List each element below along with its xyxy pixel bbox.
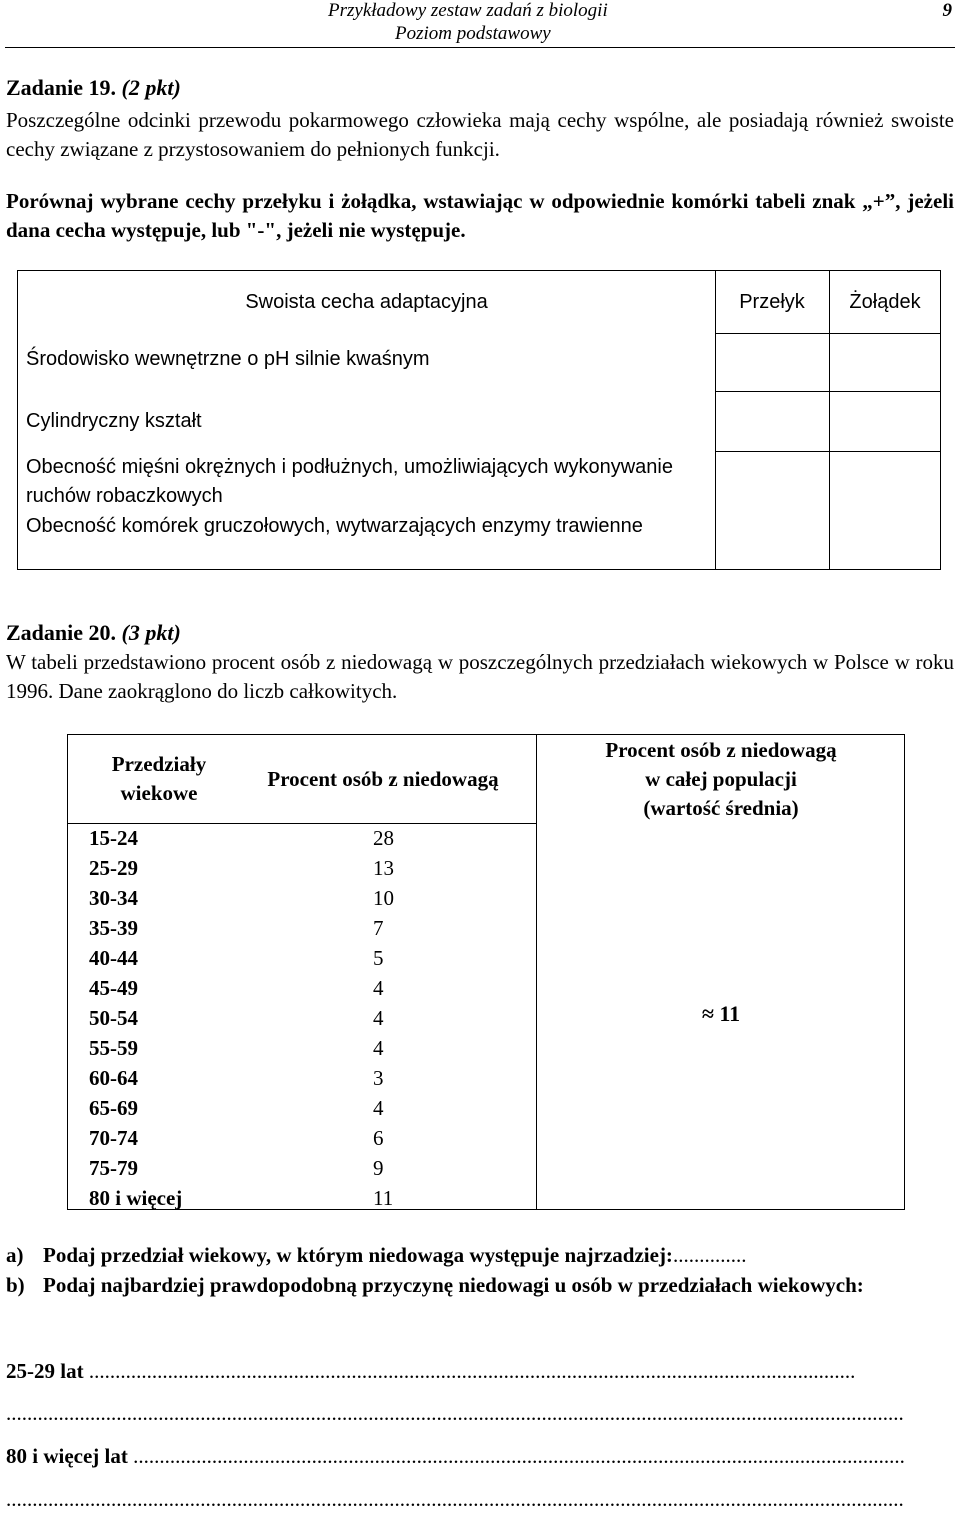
task20-title: [6, 618, 954, 647]
table-row: [68, 1033, 536, 1063]
age-range: 40-44: [89, 946, 138, 970]
underweight-percent: 4: [373, 1096, 384, 1120]
question-b: [6, 1270, 954, 1300]
table-row: [68, 913, 536, 943]
question-b-marker: b): [6, 1273, 25, 1297]
age-range: 70-74: [89, 1126, 138, 1150]
underweight-percent: 3: [373, 1066, 384, 1090]
table-header-feature: Swoista cecha adaptacyjna: [245, 291, 488, 313]
question-a-text: Podaj przedział wiekowy, w którym niedowaga występuje najrzadziej:: [43, 1243, 673, 1267]
underweight-percent: 4: [373, 1006, 384, 1030]
underweight-percent: 7: [373, 916, 384, 940]
table-row-label: Obecność komórek gruczołowych, wytwarzających enzymy trawienne: [26, 515, 643, 537]
age-range: 55-59: [89, 1036, 138, 1060]
table-row: [68, 1123, 536, 1153]
age-range: 35-39: [89, 916, 138, 940]
table-row: [68, 1183, 536, 1213]
answer-cell-stomach[interactable]: [830, 392, 940, 450]
header-rule: [5, 47, 955, 48]
task19-title: [6, 73, 954, 102]
table-row: [68, 853, 536, 883]
underweight-percent: 10: [373, 886, 394, 910]
task20-table: [67, 734, 905, 1210]
underweight-percent: 6: [373, 1126, 384, 1150]
table-row: [68, 973, 536, 1003]
table-row-label: Cylindryczny kształt: [26, 410, 202, 432]
table-row: [68, 883, 536, 913]
answer-25-29-line[interactable]: ..................................................................................................................................................: [88, 1359, 856, 1383]
table-row: [68, 1153, 536, 1183]
task20-intro: W tabeli przedstawiono procent osób z niedowagą w poszczególnych przedziałach wiekowych w Polsce w roku 1996. Dane zaokrąglono do liczb całkowitych.: [6, 650, 954, 703]
underweight-percent: 28: [373, 826, 394, 850]
task19-table: [17, 270, 941, 570]
answer-25-29: [6, 1356, 954, 1386]
task19-title-number: Zadanie 19.: [6, 75, 117, 100]
question-b-text: Podaj najbardziej prawdopodobną przyczynę niedowagi u osób w przedziałach wiekowych:: [43, 1273, 864, 1297]
question-a: [6, 1240, 954, 1270]
answer-cell-esophagus[interactable]: [716, 452, 828, 568]
table-row: [68, 943, 536, 973]
page-number: 9: [942, 0, 952, 21]
question-a-answer-line[interactable]: ..............: [672, 1243, 747, 1267]
table-row-label: Środowisko wewnętrzne o pH silnie kwaśnym: [26, 348, 430, 370]
table-row: [68, 1093, 536, 1123]
answer-25-29-line2[interactable]: ...........................................................................................................................................................................: [6, 1401, 904, 1425]
table-header-esophagus: Przełyk: [739, 291, 805, 313]
average-value: ≈ 11: [701, 1001, 741, 1026]
underweight-percent: 13: [373, 856, 394, 880]
age-range: 65-69: [89, 1096, 138, 1120]
table-row-label: Obecność mięśni okrężnych i podłużnych, umożliwiających wykonywanie ruchów robaczkowych: [26, 456, 673, 507]
col-header-average: Procent osób z niedowagą w całej populacji (wartość średnia): [605, 738, 837, 820]
underweight-percent: 9: [373, 1156, 384, 1180]
table-header-stomach: Żołądek: [849, 291, 921, 313]
age-range: 60-64: [89, 1066, 138, 1090]
answer-cell-esophagus[interactable]: [716, 334, 828, 390]
age-range: 50-54: [89, 1006, 138, 1030]
answer-80-plus: [6, 1441, 954, 1471]
answer-25-29-label: 25-29 lat: [6, 1359, 84, 1383]
header-subtitle: Poziom podstawowy: [395, 23, 551, 44]
answer-cell-stomach[interactable]: [830, 334, 940, 390]
task20-points: (3 pkt): [121, 620, 181, 645]
age-range: 15-24: [89, 826, 138, 850]
col-header-percent: Procent osób z niedowagą: [267, 767, 499, 791]
table-row: [68, 1003, 536, 1033]
underweight-percent: 11: [373, 1186, 394, 1210]
answer-80-plus-line2[interactable]: ...........................................................................................................................................................................: [6, 1487, 904, 1511]
age-range: 45-49: [89, 976, 138, 1000]
task20-title-number: Zadanie 20.: [6, 620, 117, 645]
age-range: 30-34: [89, 886, 138, 910]
age-range: 25-29: [89, 856, 138, 880]
col-header-age: Przedziały wiekowe: [111, 752, 207, 805]
answer-80-plus-label: 80 i więcej lat: [6, 1444, 128, 1468]
underweight-percent: 4: [373, 976, 384, 1000]
underweight-percent: 5: [373, 946, 384, 970]
task19-intro: Poszczególne odcinki przewodu pokarmowego człowieka mają cechy wspólne, ale posiadają również swoiste cechy związane z przystosowaniem do pełnionych funkcji.: [6, 108, 954, 161]
age-range: 75-79: [89, 1156, 138, 1180]
question-a-marker: a): [6, 1243, 24, 1267]
table-row: [68, 1063, 536, 1093]
answer-cell-esophagus[interactable]: [716, 392, 828, 450]
age-range: 80 i więcej: [89, 1186, 183, 1210]
header-title: Przykładowy zestaw zadań z biologii: [328, 0, 608, 21]
answer-cell-stomach[interactable]: [830, 452, 940, 568]
task19-instruction: Porównaj wybrane cechy przełyku i żołądka, wstawiając w odpowiednie komórki tabeli znak „+”, jeżeli dana cecha występuje, lub "-", jeżeli nie występuje.: [6, 189, 954, 242]
answer-80-plus-line[interactable]: ...................................................................................................................................................: [133, 1444, 905, 1468]
underweight-percent: 4: [373, 1036, 384, 1060]
task19-points: (2 pkt): [121, 75, 181, 100]
table-row: [68, 823, 536, 853]
